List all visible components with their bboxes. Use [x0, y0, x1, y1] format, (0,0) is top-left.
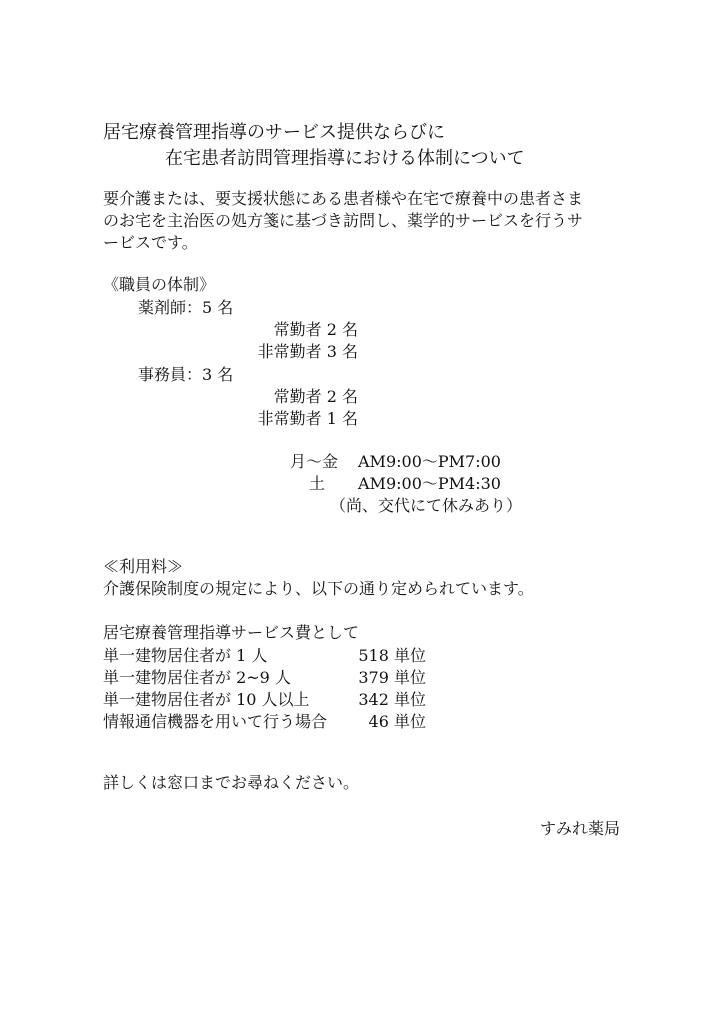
staff-heading: 《職員の体制》 — [103, 275, 216, 294]
fee-row-label: 単一建物居住者が 10 人以上 — [103, 690, 310, 709]
fee-row-units: 342 単位 — [358, 690, 426, 709]
fees-subheading: 居宅療養管理指導サービス費として — [103, 623, 360, 642]
fee-row-units: 518 単位 — [358, 646, 426, 665]
fees-heading: ≪利用料≫ — [103, 557, 184, 576]
intro-line-3: ービスです。 — [103, 233, 198, 252]
saturday-label: 土 — [309, 474, 326, 493]
hours-note: （尚、交代にて休みあり） — [330, 496, 523, 515]
weekday-time: AM9:00～PM7:00 — [358, 452, 501, 471]
intro-line-2: のお宅を主治医の処方箋に基づき訪問し、薬学的サービスを行うサ — [103, 211, 584, 230]
fee-row-units: 46 単位 — [368, 712, 426, 731]
title-line-2: 在宅患者訪問管理指導における体制について — [165, 148, 525, 169]
pharmacist-parttime: 非常勤者 3 名 — [257, 342, 358, 361]
closing-text: 詳しくは窓口までお尋ねください。 — [103, 773, 360, 792]
clerk-parttime: 非常勤者 1 名 — [257, 409, 358, 428]
saturday-time: AM9:00～PM4:30 — [358, 474, 501, 493]
pharmacist-count: 薬剤師：5 名 — [138, 298, 234, 317]
fee-row-label: 情報通信機器を用いて行う場合 — [103, 712, 328, 731]
pharmacy-signature: すみれ薬局 — [539, 819, 620, 838]
pharmacist-fulltime: 常勤者 2 名 — [273, 320, 358, 339]
clerk-fulltime: 常勤者 2 名 — [273, 387, 358, 406]
fees-description: 介護保険制度の規定により、以下の通り定められています。 — [103, 579, 534, 598]
fee-row-units: 379 単位 — [358, 668, 426, 687]
fee-row-label: 単一建物居住者が 1 人 — [103, 646, 268, 665]
clerk-count: 事務員：3 名 — [138, 365, 234, 384]
title-line-1: 居宅療養管理指導のサービス提供ならびに — [103, 122, 445, 143]
weekday-label: 月～金 — [290, 452, 339, 471]
intro-line-1: 要介護または、要支援状態にある患者様や在宅で療養中の患者さま — [103, 189, 584, 208]
fee-row-label: 単一建物居住者が 2~9 人 — [103, 668, 291, 687]
